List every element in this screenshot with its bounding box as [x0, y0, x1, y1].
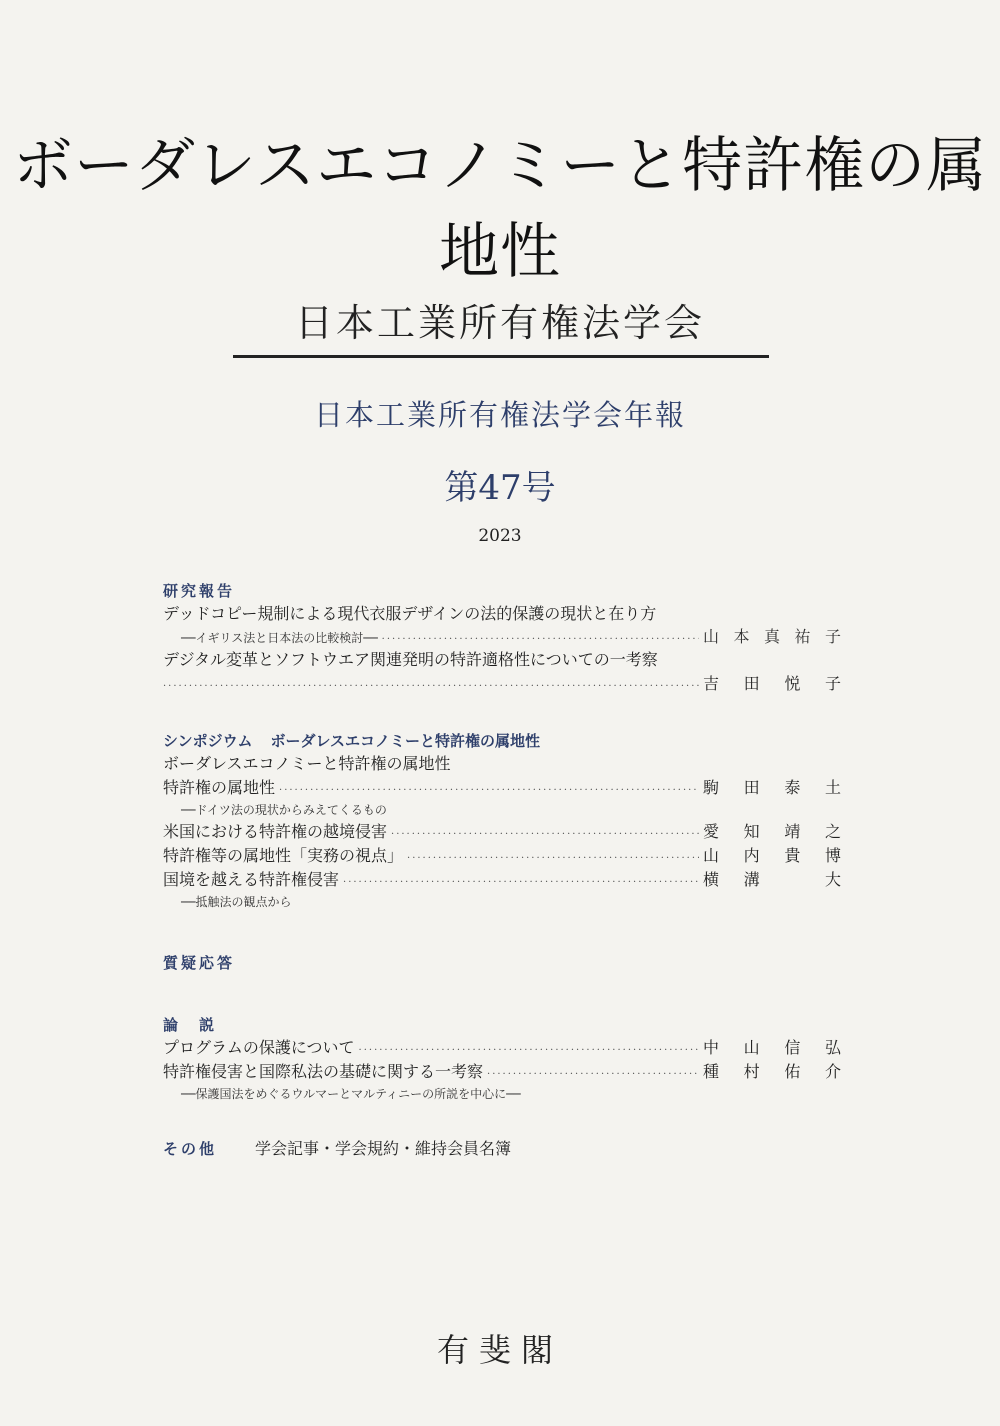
entry-title: 国境を越える特許権侵害: [163, 870, 340, 889]
issue-number: 第47号: [444, 468, 556, 508]
leader-dots: [343, 871, 699, 895]
toc-entry-subtitle-row: [163, 626, 841, 648]
section-heading-other: その他 学会記事・学会規約・維持会員名簿: [163, 1139, 512, 1158]
annual-report-name: 日本工業所有権法学会年報: [313, 398, 686, 432]
toc-entry: [163, 820, 841, 844]
entry-title: デッドコピー規制による現代衣服デザインの法的保護の現状と在り方: [163, 604, 657, 623]
leader-dots: [407, 847, 699, 871]
entry-title: 特許権の属地性: [163, 778, 276, 797]
entry-subtitle: ── イギリス法と日本法の比較検討──: [181, 627, 378, 649]
section-heading-symposium: シンポジウム ボーダレスエコノミーと特許権の属地性: [163, 732, 541, 750]
entry-title: 米国における特許権の越境侵害: [163, 822, 388, 841]
entry-subtitle: ── 抵触法の観点から: [163, 892, 841, 912]
publication-year: 2023: [478, 526, 522, 546]
entry-author: 山内貴博: [703, 846, 841, 865]
toc-entry: [163, 776, 841, 800]
toc-entry: [163, 1060, 841, 1084]
divider-rule: [233, 355, 769, 358]
table-of-contents: [163, 580, 841, 1160]
entry-title: デジタル変革とソフトウエア関連発明の特許適格性についての一考察: [163, 650, 658, 669]
entry-author: 種村佑介: [703, 1062, 841, 1081]
leader-dots: [163, 675, 699, 699]
entry-author: 山本真祐子: [703, 627, 841, 646]
entry-subtitle: ── 保護国法をめぐるウルマーとマルティニーの所説を中心に──: [163, 1084, 841, 1104]
entry-title: プログラムの保護について: [163, 1038, 355, 1057]
entry-author: 中山信弘: [703, 1038, 841, 1057]
toc-entry: [163, 602, 841, 626]
entry-title: 特許権侵害と国際私法の基礎に関する一考察: [163, 1062, 484, 1081]
society-name: 日本工業所有権法学会: [294, 301, 705, 345]
toc-entry: [163, 844, 841, 868]
book-title: ボーダレスエコノミーと特許権の属地性: [12, 131, 988, 287]
entry-author: 横溝 大: [703, 870, 841, 889]
symposium-intro: ボーダレスエコノミーと特許権の属地性: [163, 754, 451, 773]
section-heading-qa: 質疑応答: [163, 954, 236, 972]
symposium-theme: ボーダレスエコノミーと特許権の属地性: [270, 732, 541, 750]
entry-author: 愛知靖之: [703, 822, 841, 841]
entry-title: 特許権等の属地性「実務の視点」: [163, 846, 404, 865]
toc-entry: [163, 1036, 841, 1060]
other-contents: 学会記事・学会規約・維持会員名簿: [255, 1139, 512, 1158]
entry-author: 駒田泰土: [703, 778, 841, 797]
publisher-name: 有斐閣: [436, 1331, 563, 1369]
toc-entry-author-row: [163, 672, 841, 696]
entry-author: 吉田悦子: [703, 674, 841, 693]
toc-entry: [163, 868, 841, 892]
section-heading-articles: 論 説: [163, 1016, 218, 1034]
entry-subtitle: ── ドイツ法の現状からみえてくるもの: [163, 800, 841, 820]
leader-dots: [391, 823, 699, 847]
section-heading-research: 研究報告: [163, 582, 236, 600]
